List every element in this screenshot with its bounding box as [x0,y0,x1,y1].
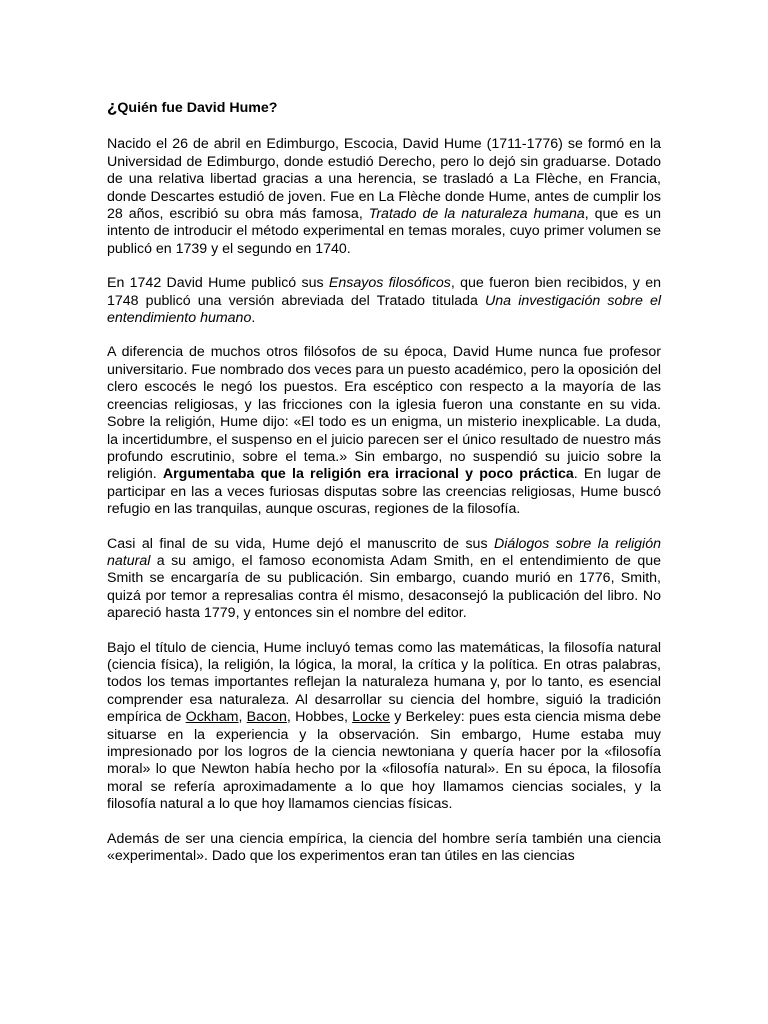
book-title-tratado: Tratado de la naturaleza humana [368,206,585,223]
link-ockham[interactable]: Ockham [185,709,239,726]
title-question-mark: ¿ [107,97,118,116]
paragraph-1 [107,136,661,258]
book-title-investigacion: Una investigación sobre el entendimiento humano [107,292,662,327]
paragraph-3 [107,344,661,518]
paragraph-3-text-a: A diferencia de muchos otros filósofos de su época, David Hume nunca fue profesor universitario. Fue nombrado dos veces para un puesto académico, pero la oposición del clero escocés le negó los puestos. Era escéptico con respecto a la mayoría de las creencias religiosas, y las fricciones con la iglesia fueron una constante en su vida. Sobre la religión, Hume dijo: «El todo es un enigma, un misterio inexplicable. La duda, la incertidumbre, el suspenso en el juicio parecen ser el único resultado de nuestro más profundo escrutinio, sobre el tema.» Sin embargo, no suspendió su juicio sobre la religión. [107,344,661,483]
page-title [107,98,661,117]
separator-1: , [238,709,247,726]
link-locke[interactable]: Locke [352,709,391,726]
bold-statement: Argumentaba que la religión era irracional y poco práctica [162,466,574,483]
paragraph-2-text-a: En 1742 David Hume publicó sus [107,275,329,292]
paragraph-5 [107,640,661,814]
book-title-dialogos: Diálogos sobre la religión natural [107,535,661,569]
paragraph-5-text-b: y Berkeley: pues esta ciencia misma debe situarse en la experiencia y la observación. Sin embargo, Hume estaba muy impresionado por los logros de la ciencia newtoniana y quería hacer por la «filosofía moral» lo que Newton había hecho por la «filosofía natural». En su época, la filosofía moral se refería aproximadamente a lo que hoy llamamos ciencias sociales, y la filosofía natural a lo que hoy llamamos ciencias físicas. [107,709,661,813]
paragraph-2-text-b: , que fueron bien recibidos, y en 1748 publicó una versión abreviada del Tratado titulada [107,275,661,309]
paragraph-4-text-a: Casi al final de su vida, Hume dejó el manuscrito de sus [107,535,495,552]
paragraph-6-text-a: Además de ser una ciencia empírica, la ciencia del hombre sería también una ciencia «experimental». Dado que los experimentos eran tan útiles en las ciencias [107,830,661,865]
paragraph-3-text-b: . En lugar de participar en las a veces furiosas disputas sobre las creencias religiosas, Hume buscó refugio en las tranquilas, aunque oscuras, regiones de la filosofía. [107,466,661,518]
paragraph-1-text-a: Nacido el 26 de abril en Edimburgo, Escocia, David Hume (1711-1776) se formó en la Universidad de Edimburgo, donde estudió Derecho, pero lo dejó sin graduarse. Dotado de una relativa libertad gracias a una herencia, se trasladó a La Flèche, en Francia, donde Descartes estudió de joven. Fue en La Flèche donde Hume, antes de cumplir los 28 años, escribió su obra más famosa, [107,136,661,223]
separator-2: , Hobbes, [286,709,353,726]
link-bacon[interactable]: Bacon [246,709,287,726]
title-text: Quién fue David Hume? [117,100,278,116]
paragraph-6 [107,831,661,866]
document-body [107,98,661,882]
paragraph-4 [107,536,661,623]
paragraph-2 [107,275,661,327]
paragraph-2-text-c: . [251,310,256,327]
paragraph-5-text-a: Bajo el título de ciencia, Hume incluyó temas como las matemáticas, la filosofía natural (ciencia física), la religión, la lógica, la moral, la crítica y la política. En otras palabras, todos los temas importantes reflejan la naturaleza humana y, por lo tanto, es esencial comprender esa naturaleza. Al desarrollar su ciencia del hombre, siguió la tradición empírica de [107,639,661,726]
paragraph-4-text-b: a su amigo, el famoso economista Adam Smith, en el entendimiento de que Smith se encargaría de su publicación. Sin embargo, cuando murió en 1776, Smith, quizá por temor a represalias contra él mismo, desaconsejó la publicación del libro. No apareció hasta 1779, y entonces sin el nombre del editor. [107,552,661,622]
book-title-ensayos: Ensayos filosóficos [328,275,451,292]
paragraph-1-text-b: , que es un intento de introducir el método experimental en temas morales, cuyo primer volumen se publicó en 1739 y el segundo en 1740. [107,206,661,257]
